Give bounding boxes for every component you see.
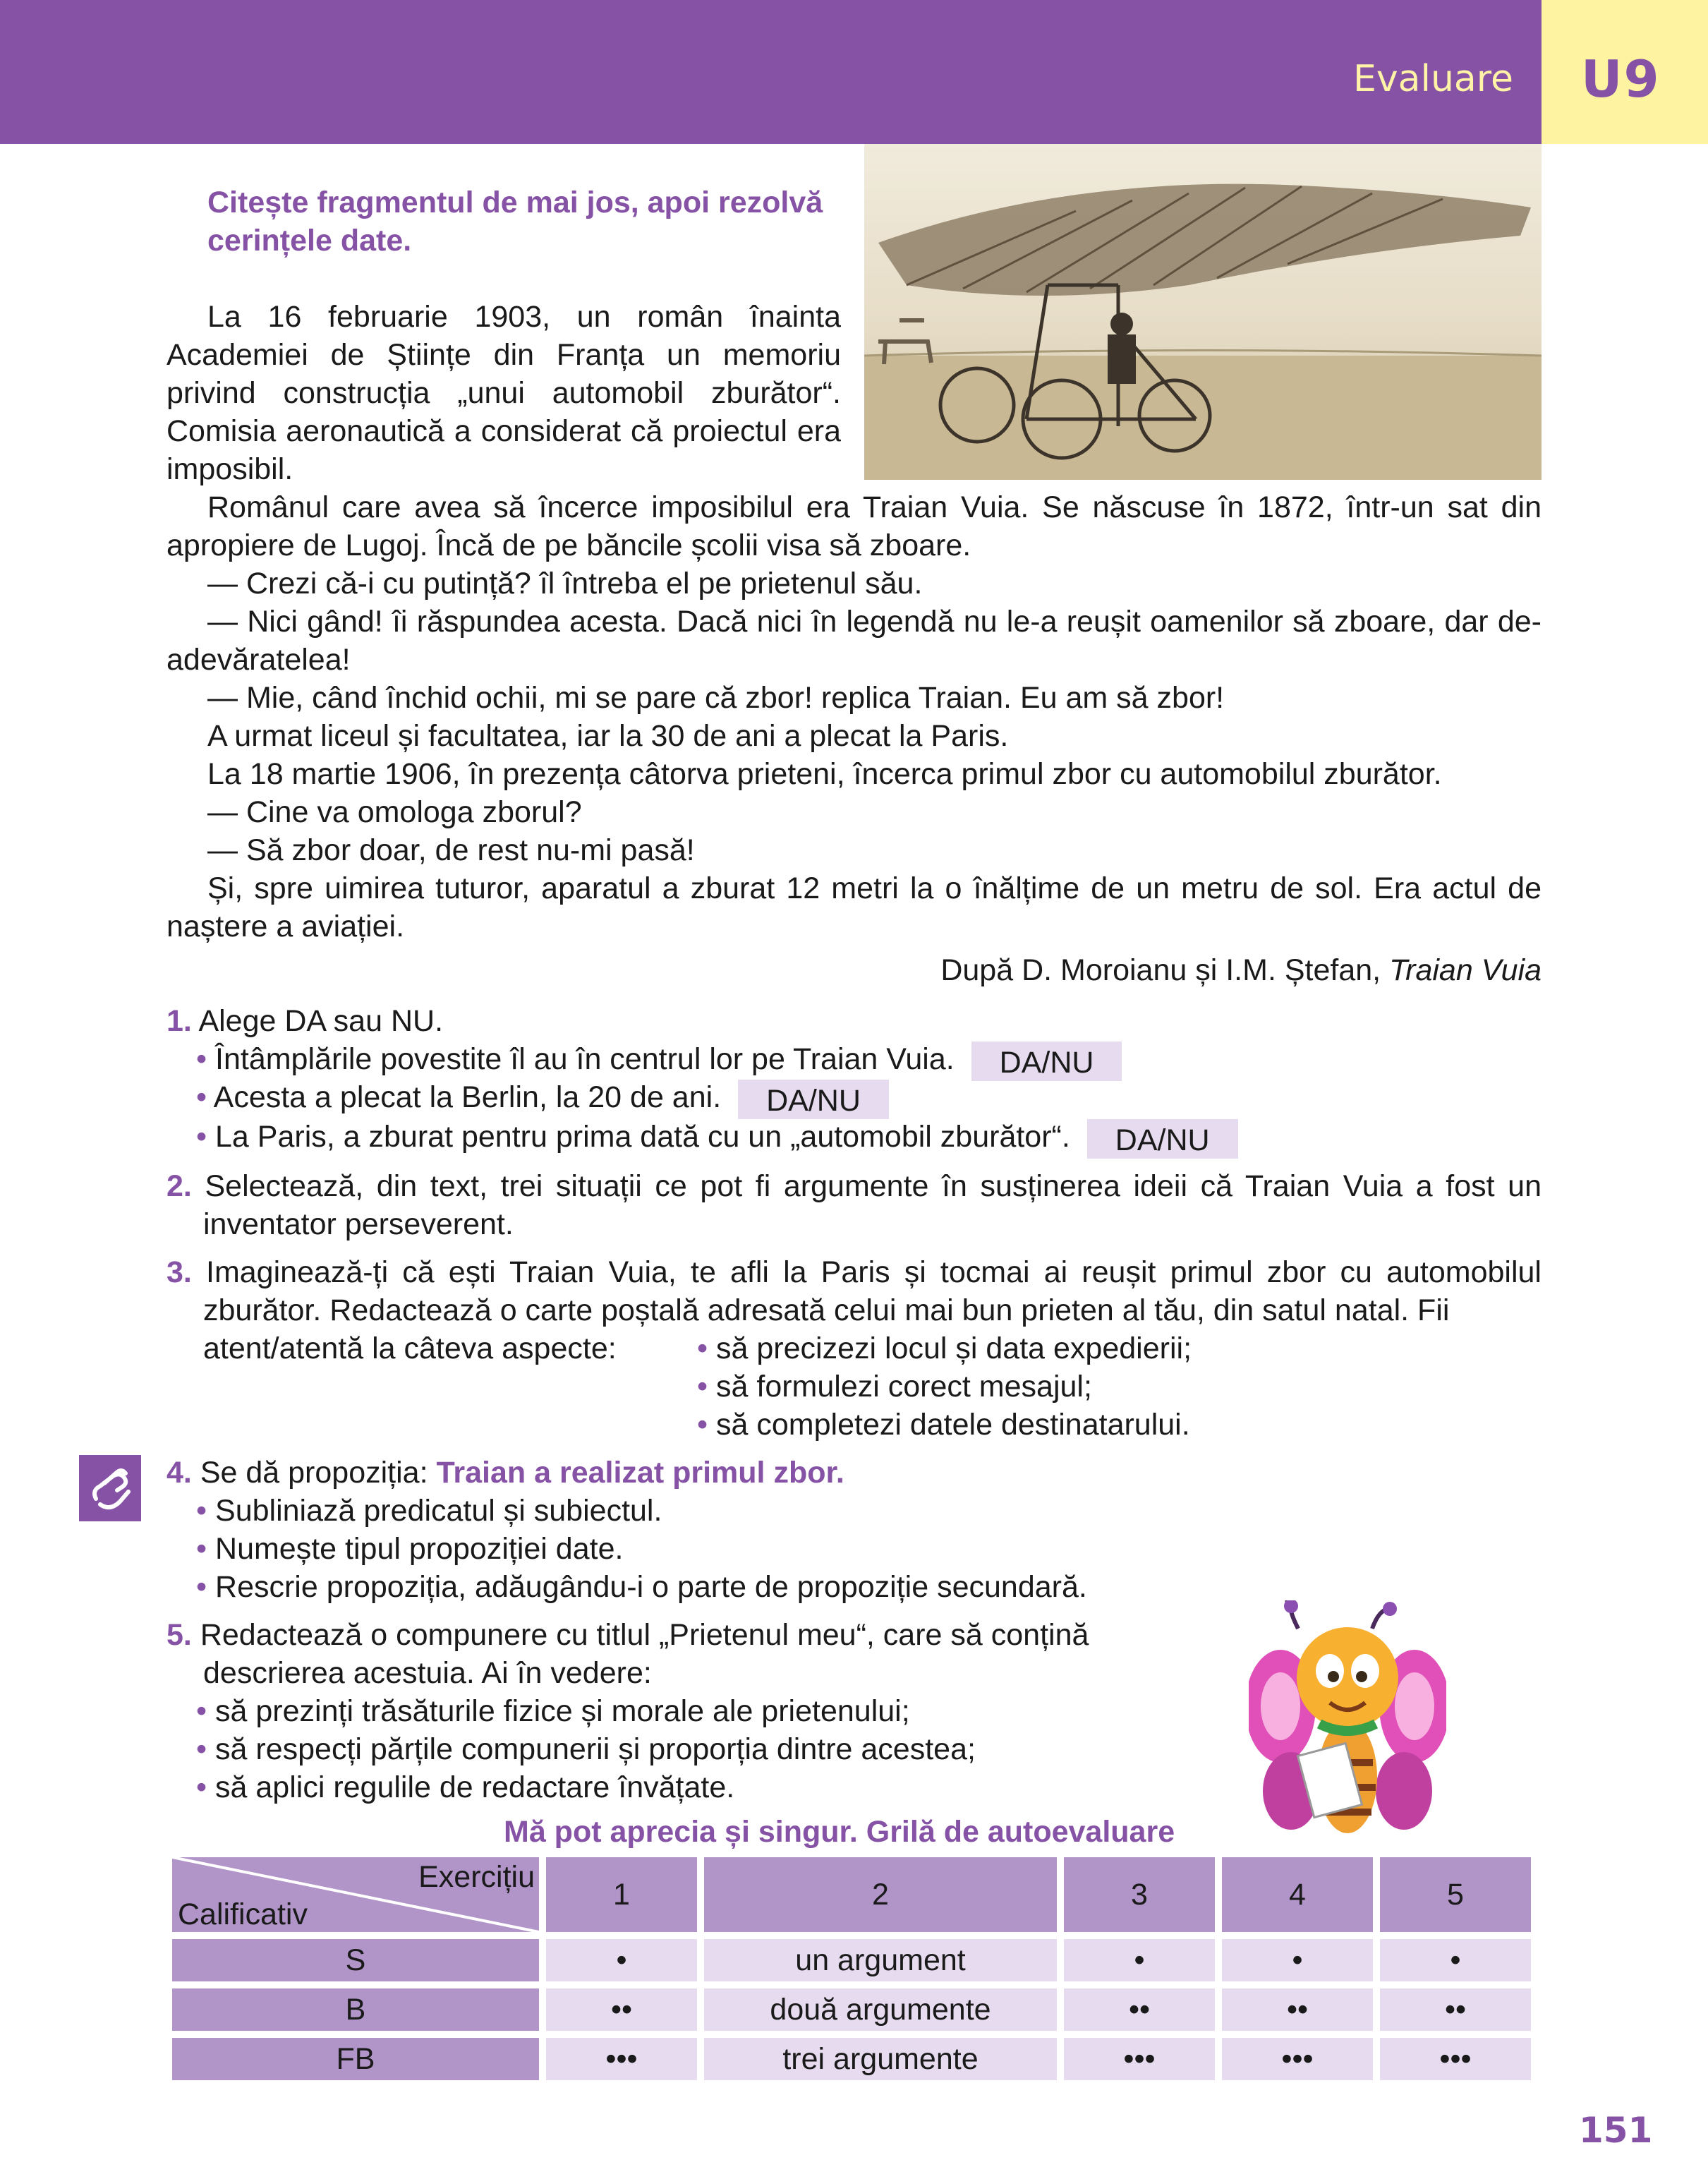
- table-row: [172, 2038, 1531, 2080]
- exercise-4: [166, 1454, 1542, 1492]
- exercise-4-item-2: • Numește tipul propoziției date.: [196, 1532, 624, 1566]
- exercise-5-text-line-2: descrierea acestuia. Ai în vedere:: [203, 1656, 652, 1690]
- exercise-2-number: 2.: [166, 1169, 192, 1203]
- exercise-1-item-1: • Întâmplările povestite îl au în centrul lor pe Traian Vuia. DA/NU: [196, 1040, 1537, 1081]
- column-header: 3: [1064, 1857, 1215, 1932]
- exercise-3: [166, 1253, 1542, 1329]
- exercise-5-text: Redactează o compunere cu titlul „Prietenul meu“, care să conțină: [200, 1618, 1089, 1652]
- exercise-3-item-2: • să formulezi corect mesajul;: [697, 1370, 1092, 1404]
- grid-title: Mă pot aprecia și singur. Grilă de autoevaluare: [504, 1815, 1175, 1849]
- attribution: După D. Moroianu și I.M. Ștefan, Traian Vuia: [940, 953, 1542, 987]
- unit-tab: [1542, 0, 1708, 144]
- table-row: [172, 1939, 1531, 1981]
- header-bar: [0, 0, 1542, 144]
- exercise-1-number: 1.: [166, 1004, 192, 1038]
- grid-cell: două argumente: [704, 1988, 1057, 2031]
- column-header: 1: [546, 1857, 697, 1932]
- unit-label: U9: [1581, 49, 1661, 109]
- exercise-5-item-2: • să respecți părțile compunerii și proporția dintre acestea;: [196, 1732, 976, 1766]
- passage-paragraph-4: La 18 martie 1906, în prezența câtorva prieteni, încerca primul zbor cu automobilul zburător.: [207, 757, 1442, 791]
- grid-cell: •••: [546, 2038, 697, 2080]
- exercise-3-number: 3.: [166, 1255, 192, 1289]
- exercise-3-lead: atent/atentă la câteva aspecte:: [203, 1332, 617, 1365]
- passage-paragraph-2: Românul care avea să încerce imposibilul era Traian Vuia. Se născuse în 1872, într-un sat din apropiere de Lugoj. Încă de pe băncile școlii visa să zboare.: [166, 490, 1542, 562]
- grid-header-row: [172, 1857, 1531, 1932]
- grid-corner-cell: [172, 1857, 539, 1932]
- corner-exercise-label: Exercițiu: [418, 1860, 535, 1894]
- exercise-4-item-3: • Rescrie propoziția, adăugându-i o parte de propoziție secundară.: [196, 1570, 1087, 1604]
- passage-paragraph-5: Și, spre uimirea tuturor, aparatul a zburat 12 metri la o înălțime de un metru de sol. Era actul de naștere a aviației.: [166, 871, 1542, 943]
- row-label: S: [172, 1939, 539, 1981]
- exercise-2-text: Selectează, din text, trei situații ce pot fi argumente în susținerea ideii că Traian Vuia a fost un inventator perseverent.: [203, 1169, 1542, 1241]
- exercise-3-item-3: • să completezi datele destinatarului.: [697, 1408, 1190, 1442]
- grid-cell: ••: [546, 1988, 697, 2031]
- dialogue-line-5: — Să zbor doar, de rest nu-mi pasă!: [207, 833, 695, 867]
- grid-cell: ••: [1064, 1988, 1215, 2031]
- exercise-4-text: Se dă propoziția:: [200, 1456, 437, 1490]
- page-number: 151: [1579, 2110, 1653, 2151]
- da-nu-answer-box[interactable]: DA/NU: [738, 1080, 889, 1119]
- butterfly-mascot-icon: [1249, 1600, 1446, 1854]
- exercise-4-item-1: • Subliniază predicatul și subiectul.: [196, 1494, 662, 1528]
- exercise-5-item-1: • să prezinți trăsăturile fizice și morale ale prietenului;: [196, 1694, 910, 1728]
- corner-grade-label: Calificativ: [178, 1897, 308, 1931]
- flying-machine-photo: [864, 144, 1542, 480]
- exercise-4-number: 4.: [166, 1456, 192, 1490]
- dialogue-line-2: — Nici gând! îi răspundea acesta. Dacă nici în legendă nu le-a reușit oamenilor să zboare, dar de-adevăratelea!: [166, 605, 1542, 677]
- intro-instruction: Citește fragmentul de mai jos, apoi rezolvă cerințele date.: [207, 186, 823, 258]
- grid-cell: ••: [1222, 1988, 1373, 2031]
- grid-cell: •••: [1222, 2038, 1373, 2080]
- table-row: [172, 1988, 1531, 2031]
- da-nu-answer-box[interactable]: DA/NU: [971, 1042, 1122, 1081]
- exercise-3-text: Imaginează-ți că ești Traian Vuia, te afli la Paris și tocmai ai reușit primul zbor cu automobilul zburător. Redactează o carte poștală adresată celui mai bun prieten al tău, din satul natal. Fii: [203, 1255, 1542, 1327]
- column-header: 2: [704, 1857, 1057, 1932]
- grid-cell: •: [546, 1939, 697, 1981]
- grid-cell: ••: [1380, 1988, 1531, 2031]
- grid-cell: •••: [1064, 2038, 1215, 2080]
- grid-cell: •: [1380, 1939, 1531, 1981]
- grid-cell: •••: [1380, 2038, 1531, 2080]
- exercise-2: [166, 1167, 1542, 1243]
- passage-paragraph-1: La 16 februarie 1903, un român înainta Academiei de Științe din Franța un memoriu privind construcția „unui automobil zburător“. Comisia aeronautică a considerat că proiectul era imposibil.: [166, 300, 841, 486]
- grid-cell: un argument: [704, 1939, 1057, 1981]
- dialogue-line-3: — Mie, când închid ochii, mi se pare că zbor! replica Traian. Eu am să zbor!: [207, 681, 1225, 715]
- row-label: B: [172, 1988, 539, 2031]
- exercise-1-text: Alege DA sau NU.: [198, 1004, 444, 1038]
- exercise-1-item-3: • La Paris, a zburat pentru prima dată cu un „automobil zburător“. DA/NU: [196, 1118, 1537, 1159]
- grid-cell: •: [1064, 1939, 1215, 1981]
- exercise-1-item-2: • Acesta a plecat la Berlin, la 20 de ani. DA/NU: [196, 1078, 1537, 1119]
- da-nu-answer-box[interactable]: DA/NU: [1087, 1119, 1238, 1159]
- dialogue-line-1: — Crezi că-i cu putință? îl întreba el pe prietenul său.: [207, 567, 923, 600]
- exercise-5-item-3: • să aplici regulile de redactare învățate.: [196, 1770, 735, 1804]
- passage-paragraph-3: A urmat liceul și facultatea, iar la 30 de ani a plecat la Paris.: [207, 719, 1009, 753]
- grid-cell: •: [1222, 1939, 1373, 1981]
- grid-cell: trei argumente: [704, 2038, 1057, 2080]
- source-title: Traian Vuia: [1389, 953, 1542, 987]
- dialogue-line-4: — Cine va omologa zborul?: [207, 795, 582, 829]
- hand-pointer-icon: [79, 1455, 141, 1521]
- column-header: 5: [1380, 1857, 1531, 1932]
- column-header: 4: [1222, 1857, 1373, 1932]
- self-assessment-grid: [165, 1850, 1538, 2087]
- exercise-1: [166, 1002, 1542, 1040]
- section-title: Evaluare: [1353, 58, 1513, 100]
- exercise-5: [166, 1616, 1089, 1654]
- exercise-5-number: 5.: [166, 1618, 192, 1652]
- exercise-4-sentence: Traian a realizat primul zbor.: [436, 1456, 844, 1490]
- exercise-3-item-1: • să precizezi locul și data expedierii;: [697, 1332, 1192, 1365]
- row-label: FB: [172, 2038, 539, 2080]
